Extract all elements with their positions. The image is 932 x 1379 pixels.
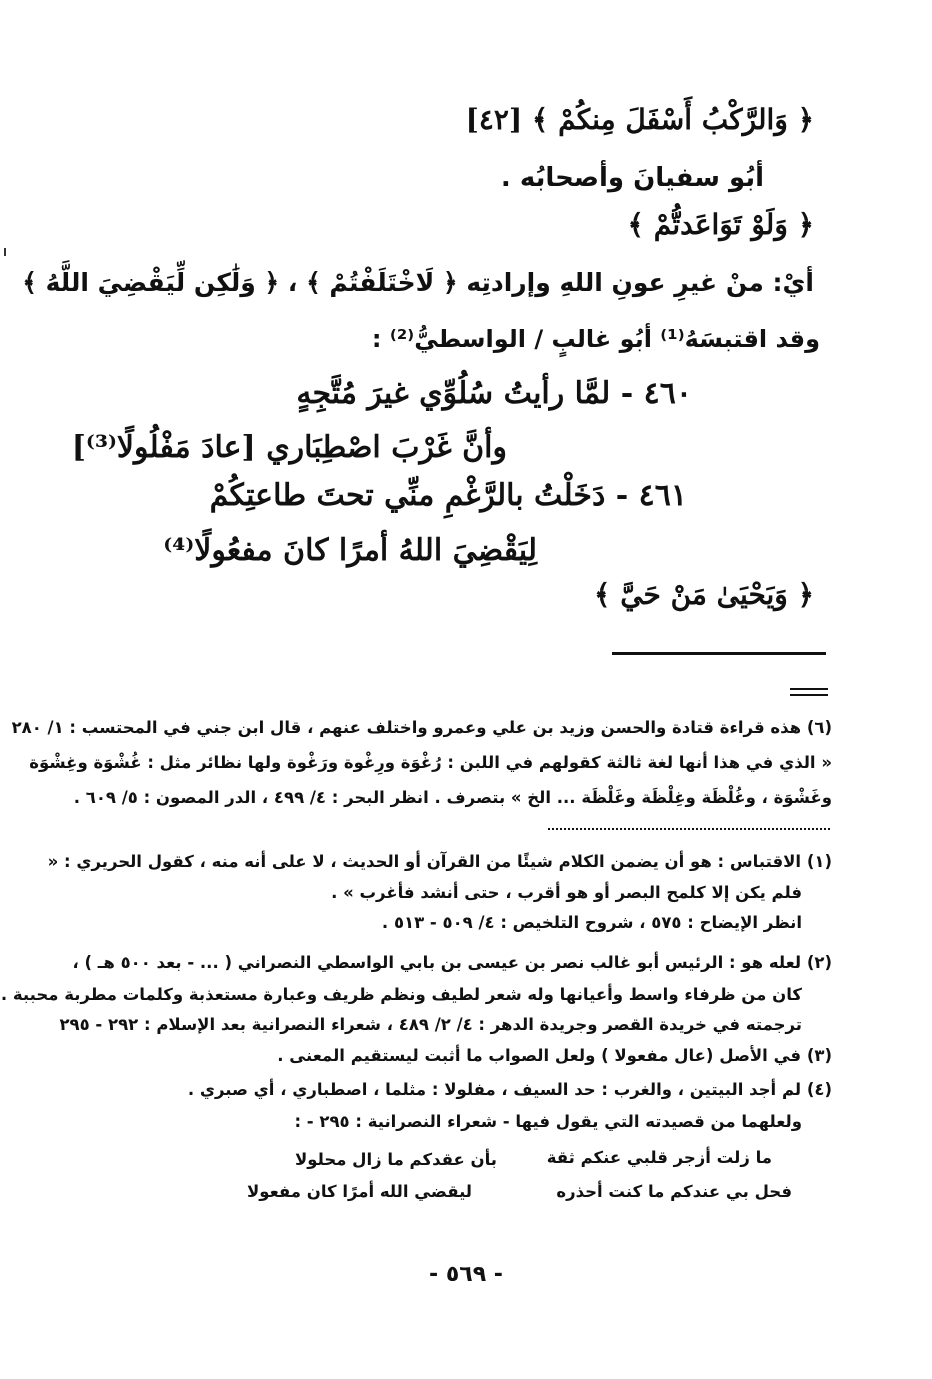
- page-number: - ٥٦٩ -: [429, 1262, 503, 1287]
- footnote-2-line: (٢) لعله هو : الرئيس أبو غالب نصر بن عيسى بن بابي الواسطي النصراني ( ... - بعد ٥٠٠ هـ ) ،: [72, 953, 832, 972]
- footnote-4-line: ولعلهما من قصيدته التي يقول فيها - شعراء النصرانية : ٢٩٥ - :: [294, 1112, 802, 1131]
- footnote-2-line: ترجمته في خريدة القصر وجريدة الدهر : ٤/ ٢/ ٤٨٩ ، شعراء النصرانية بعد الإسلام : ٢٩٢ - ٢٩٥: [59, 1015, 802, 1034]
- quran-verse-fragment: ﴿ وَيَحْيَىٰ مَنْ حَيَّ ﴾: [594, 578, 814, 611]
- footnote-1-line: فلم يكن إلا كلمح البصر أو هو أقرب ، حتى أنشد فأغرب » .: [331, 883, 802, 902]
- footnote-4-line: (٤) لم أجد البيتين ، والغرب : حد السيف ، مفلولا : مثلما ، اصطباري ، أي صبري .: [187, 1080, 832, 1099]
- commentary-line: وقد اقتبسَهُ⁽¹⁾ أبُو غالبٍ / الواسطيُّ⁽²⁾ :: [371, 325, 820, 353]
- footnote-6-line: « الذي في هذا أنها لغة ثالثة كقولهم في اللبن : رُغْوَة ورِغْوة ورَغْوة ولها نظائر مثل : غُشْوَة وغِشْوَة: [29, 753, 832, 772]
- footnote-3-line: (٣) في الأصل (عال مفعولا ) ولعل الصواب ما أثبت ليستقيم المعنى .: [277, 1046, 832, 1065]
- footnote-poem-hemistich: بأن عقدكم ما زال محلولا: [294, 1150, 497, 1169]
- commentary-line: أبُو سفيانَ وأصحابُه .: [500, 163, 764, 193]
- poem-verse-460-first: ٤٦٠ - لمَّا رأيتُ سُلُوِّي غيرَ مُتَّجِهٍ: [296, 376, 692, 411]
- footnote-6-line: (٦) هذه قراءة قتادة والحسن وزيد بن علي وعمرو واختلف عنهم ، قال ابن جني في المحتسب : ١/ ٢٨٠: [11, 718, 832, 737]
- poem-verse-461-first: ٤٦١ - دَخَلْتُ بالرَّغْمِ منِّي تحتَ طاعتِكُمْ: [209, 478, 687, 513]
- footnote-1-line: (١) الاقتباس : هو أن يضمن الكلام شيئًا من القرآن أو الحديث ، لا على أنه منه ، كقول الحريري : «: [47, 852, 832, 871]
- footnote-marker-rule: [790, 694, 828, 696]
- footnote-6-line: وغَشْوَة ، وغُلْظَة وغِلْظَة وغَلْظَة ... الخ » بتصرف . انظر البحر : ٤/ ٤٩٩ ، الدر المصون : ٥/ ٦٠٩ .: [73, 788, 832, 807]
- footnote-1-line: انظر الإيضاح : ٥٧٥ ، شروح التلخيص : ٤/ ٥٠٩ - ٥١٣ .: [381, 913, 802, 932]
- footnote-poem-hemistich: ما زلت أزجر قلبي عنكم ثقة: [546, 1148, 772, 1167]
- poem-verse-461-second: لِيَقْضِيَ اللهُ أمرًا كانَ مفعُولًا⁽⁴⁾: [163, 533, 537, 568]
- footnote-separator: [612, 652, 826, 655]
- footnote-poem-hemistich: فحل بي عندكم ما كنت أحذره: [556, 1182, 792, 1201]
- commentary-line: أيْ: منْ غيرِ عونِ اللهِ وإرادتِه ﴿ لَاخْتَلَفْتُمْ ﴾ ، ﴿ وَلَٰكِن لِّيَقْضِيَ اللَّهُ ﴾: [22, 268, 814, 297]
- footnote-poem-hemistich: ليقضي الله أمرًا كان مفعولا: [246, 1182, 472, 1201]
- quran-verse-fragment: ﴿ وَلَوْ تَوَاعَدتُّمْ ﴾: [627, 208, 814, 241]
- scan-margin-mark: [4, 248, 6, 256]
- poem-verse-460-second: وأنَّ غَرْبَ اصْطِبَاري [عادَ مَفْلُولًا⁽³⁾]: [71, 430, 507, 465]
- quran-verse-42: ﴿ وَالرَّكْبُ أَسْفَلَ مِنكُمْ ﴾ [٤٢]: [465, 103, 814, 136]
- footnote-2-line: كان من ظرفاء واسط وأعيانها وله شعر لطيف ونظم ظريف وعبارة مستعذبة وكلمات مطربة محببة .: [0, 985, 802, 1004]
- footnote-marker-rule: [790, 688, 828, 690]
- footnote-dotted-separator: [548, 828, 830, 830]
